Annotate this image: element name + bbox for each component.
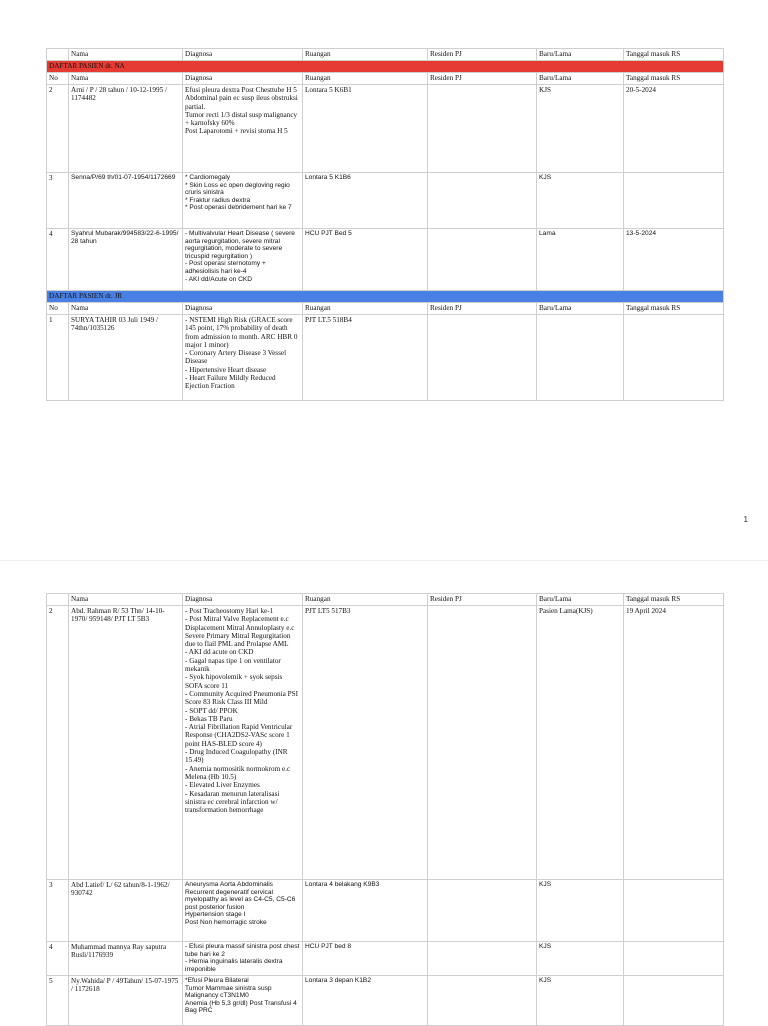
header-row: [47, 303, 724, 315]
table-row: [47, 85, 724, 173]
section-title-na: DAFTAR PASIEN dr. NA: [47, 61, 724, 73]
cell-diagnosa: Aneurysma Aorta Abdominalis Recurrent degeneratif cervical myelopathy as level as C4-C5, C5-C6 post posterior fusion Hypertension stage I Post Non hemorragic stroke: [183, 880, 303, 942]
table-row: [47, 173, 724, 229]
cell-no: 1: [47, 315, 69, 401]
cell-baru-lama: KJS: [537, 942, 624, 976]
patient-table-page-2: [46, 593, 724, 1026]
section-header-na: [47, 61, 724, 73]
header-cell-no: No: [47, 73, 69, 85]
header-cell-tanggal: Tanggal masuk RS: [624, 303, 724, 315]
cell-diagnosa: - NSTEMI High Risk (GRACE score 145 point, 17% probability of death from admission to month. ARC HBR 0 major 1 minor) - Coronary Artery Disease 3 Vessel Disease - Hipertensive Heart disease - Heart Failure Mildly Reduced Ejection Fraction: [183, 315, 303, 401]
section-header-jr: [47, 291, 724, 303]
cell-baru-lama: KJS: [537, 976, 624, 1026]
cell-diagnosa: - Post Tracheostomy Hari ke-1 - Post Mitral Valve Replacement e.c Displacement Mitral Annuloplasty e.c Severe Primary Mitral Regurgitation due to flail PML and Prolapse AML - AKI dd acute on CKD - Gagal napas tipe 1 on ventilator mekanik - Syok hipovolemik + syok sepsis SOFA score 11 - Community Acquired Pneumonia PSI Score 83 Risk Class III Mild - SOPT dd/ PPOK - Bekas TB Paru - Atrial Fibrillation Rapid Ventricular Response (CHA2DS2-VASc score 1 point HAS-BLED score 4) - Drug Induced Coagulopathy (INR 15.49) - Anemia normositik normokrom e.c Melena (Hb 10.5) - Elevated Liver Enzymes - Kesadaran menurun lateralisasi sinistra ec cerebral infarction w/ transformation hemorrhage: [183, 606, 303, 880]
cell-ruangan: PJT LT.5 518B4: [303, 315, 428, 401]
header-cell-diagnosa: Diagnosa: [183, 73, 303, 85]
cell-no: 4: [47, 229, 69, 291]
cell-diagnosa: *Efusi Pleura Bilateral Tumor Mammae sinistra susp Malignancy cT3N1M0 Anemia (Hb 5,3 gr/dl) Post Transfusi 4 Bag PRC: [183, 976, 303, 1026]
cell-baru-lama: Pasien Lama(KJS): [537, 606, 624, 880]
cell-residen: [428, 229, 537, 291]
header-cell-nama: Nama: [69, 303, 183, 315]
header-row: [47, 73, 724, 85]
table-row: [47, 880, 724, 942]
document-page-2: [0, 560, 768, 1025]
header-cell-no: No: [47, 303, 69, 315]
cell-baru-lama: KJS: [537, 880, 624, 942]
cell-ruangan: Lontara 4 belakang K9B3: [303, 880, 428, 942]
table-row: [47, 976, 724, 1026]
header-cell-baru-lama: Baru/Lama: [537, 303, 624, 315]
header-cell-tanggal: Tanggal masuk RS: [624, 49, 724, 61]
header-cell-ruangan: Ruangan: [303, 303, 428, 315]
table-row: [47, 606, 724, 880]
cell-residen: [428, 173, 537, 229]
header-cell-ruangan: Ruangan: [303, 49, 428, 61]
cell-nama: Senna/P/69 th/01-07-1954/1172669: [69, 173, 183, 229]
header-cell-diagnosa: Diagnosa: [183, 594, 303, 606]
cell-nama: Arni / P / 28 tahun / 10-12-1995 / 1174482: [69, 85, 183, 173]
header-cell-baru-lama: Baru/Lama: [537, 594, 624, 606]
cell-baru-lama: [537, 315, 624, 401]
cell-tanggal: [624, 173, 724, 229]
cell-diagnosa: Efusi pleura dextra Post Chesttube H 5 Abdominal pain ec susp ileus obstruksi partial. Tumor recti 1/3 distal susp malignancy + karnofsky 60% Post Laparotomi + revisi stoma H 5: [183, 85, 303, 173]
cell-tanggal: [624, 880, 724, 942]
cell-baru-lama: KJS: [537, 85, 624, 173]
patient-table-page-1: [46, 48, 724, 401]
cell-residen: [428, 606, 537, 880]
header-row: [47, 49, 724, 61]
cell-tanggal: 19 April 2024: [624, 606, 724, 880]
page-number: 1: [743, 515, 748, 524]
cell-residen: [428, 85, 537, 173]
cell-residen: [428, 976, 537, 1026]
cell-nama: Abd Latief/ L/ 62 tahun/8-1-1962/ 930742: [69, 880, 183, 942]
cell-ruangan: Lontara 5 K6B1: [303, 85, 428, 173]
header-cell-residen: Residen PJ: [428, 49, 537, 61]
cell-ruangan: HCU PJT Bed 5: [303, 229, 428, 291]
cell-residen: [428, 315, 537, 401]
cell-baru-lama: Lama: [537, 229, 624, 291]
header-cell-nama: Nama: [69, 594, 183, 606]
cell-nama: Abd. Rahman R/ 53 Thn/ 14-10-1970/ 959148/ PJT LT 5B3: [69, 606, 183, 880]
cell-no: 2: [47, 85, 69, 173]
cell-tanggal: [624, 942, 724, 976]
cell-ruangan: HCU PJT bed 8: [303, 942, 428, 976]
cell-residen: [428, 942, 537, 976]
cell-nama: SURYA TAHIR 03 Juli 1949 / 74thn/1035126: [69, 315, 183, 401]
header-cell-residen: Residen PJ: [428, 594, 537, 606]
header-cell-baru-lama: Baru/Lama: [537, 73, 624, 85]
cell-no: 3: [47, 880, 69, 942]
cell-ruangan: PJT LT5 517B3: [303, 606, 428, 880]
header-cell-diagnosa: Diagnosa: [183, 49, 303, 61]
cell-diagnosa: - Efusi pleura massif sinistra post chest tube hari ke 2 - Hernia inguinalis lateralis dextra irreponible: [183, 942, 303, 976]
cell-baru-lama: KJS: [537, 173, 624, 229]
header-cell-nama: Nama: [69, 73, 183, 85]
cell-no: 2: [47, 606, 69, 880]
header-cell-ruangan: Ruangan: [303, 594, 428, 606]
header-cell-no: [47, 594, 69, 606]
cell-tanggal: 20-5-2024: [624, 85, 724, 173]
cell-diagnosa: - Multivalvular Heart Disease ( severe aorta regurgitation, severe mitral regurgitation, moderate to severe tricuspid regurgitation ) - Post operasi sternotomy + adhesiolisis hari ke-4 - AKI dd/Acute on CKD: [183, 229, 303, 291]
header-cell-tanggal: Tanggal masuk RS: [624, 594, 724, 606]
cell-nama: Ny.Wahida/ P / 49Tahun/ 15-07-1975 / 1172618: [69, 976, 183, 1026]
cell-no: 5: [47, 976, 69, 1026]
cell-tanggal: [624, 976, 724, 1026]
cell-ruangan: Lontara 3 depan K1B2: [303, 976, 428, 1026]
cell-tanggal: [624, 315, 724, 401]
header-cell-tanggal: Tanggal masuk RS: [624, 73, 724, 85]
cell-nama: Muhammad mannya Ray saputra Rusli/1176939: [69, 942, 183, 976]
header-cell-ruangan: Ruangan: [303, 73, 428, 85]
cell-no: 4: [47, 942, 69, 976]
table-row: [47, 229, 724, 291]
cell-no: 3: [47, 173, 69, 229]
cell-residen: [428, 880, 537, 942]
header-cell-residen: Residen PJ: [428, 73, 537, 85]
cell-diagnosa: * Cardiomegaly * Skin Loss ec open degloving regio cruris sinistra * Fraktur radius dextra * Post operasi debridement hari ke 7: [183, 173, 303, 229]
cell-nama: Syahrul Mubarak/994583/22-6-1995/ 28 tahun: [69, 229, 183, 291]
header-cell-residen: Residen PJ: [428, 303, 537, 315]
section-title-jr: DAFTAR PASIEN dr. JR: [47, 291, 724, 303]
header-cell-nama: Nama: [69, 49, 183, 61]
header-cell-no: [47, 49, 69, 61]
cell-tanggal: 13-5-2024: [624, 229, 724, 291]
table-row: [47, 942, 724, 976]
header-cell-diagnosa: Diagnosa: [183, 303, 303, 315]
header-cell-baru-lama: Baru/Lama: [537, 49, 624, 61]
table-row: [47, 315, 724, 401]
cell-ruangan: Lontara 5 K1B6: [303, 173, 428, 229]
header-row: [47, 594, 724, 606]
